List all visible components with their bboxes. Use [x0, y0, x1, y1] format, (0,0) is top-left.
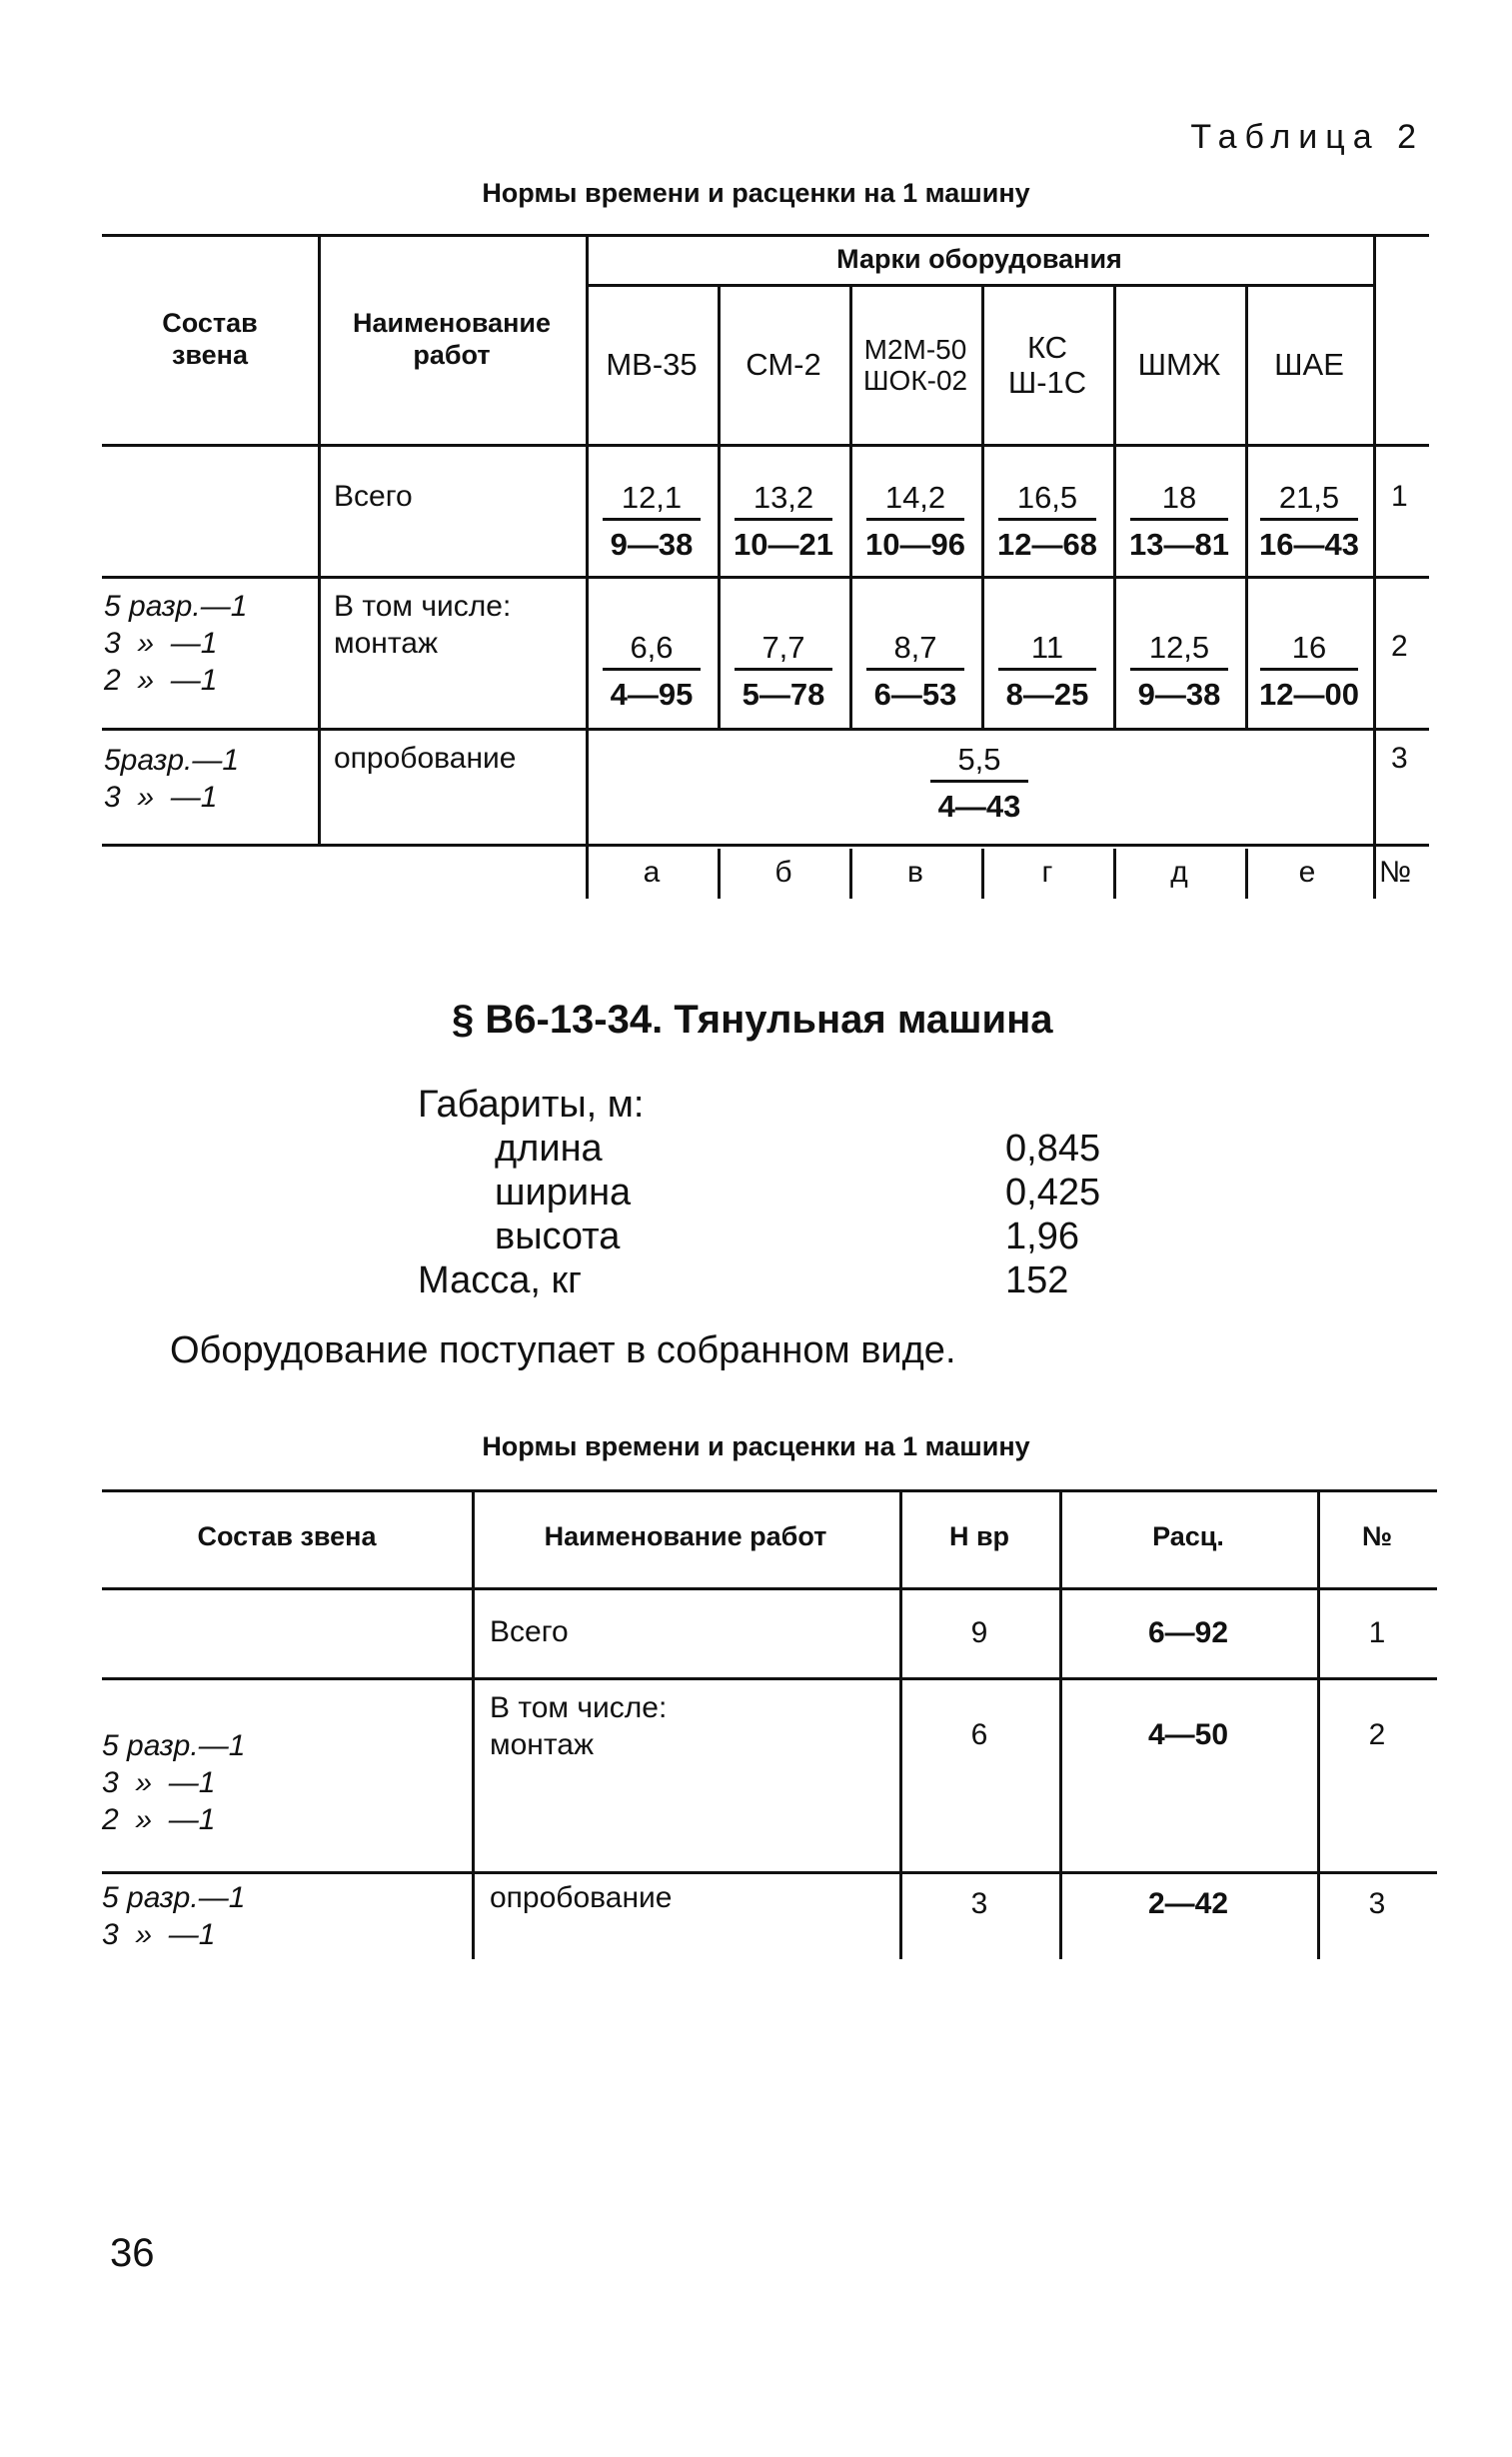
row3-num: 3 — [1391, 742, 1408, 775]
row2-num: 2 — [1391, 630, 1408, 663]
row2-work: В том числе: монтаж — [334, 590, 512, 660]
t2-row1-work: Всего — [490, 1615, 569, 1648]
mass-value: 152 — [1005, 1259, 1069, 1301]
t2-row2-work: В том числе: монтаж — [490, 1691, 668, 1761]
table2-caption: Нормы времени и расценки на 1 машину — [482, 1431, 1030, 1461]
t2-row3-norm: 3 — [970, 1887, 988, 1920]
row1-value-d: $\frac{18}{13—81}$ — [1129, 480, 1229, 562]
brand-shmzh: ШМЖ — [1137, 347, 1221, 383]
table1-caption: Нормы времени и расценки на 1 машину — [482, 178, 1030, 208]
delivery-note: Оборудование поступает в собранном виде. — [170, 1329, 956, 1371]
t2-work-header: Наименование работ — [544, 1520, 827, 1551]
spec-height-label: высота — [495, 1216, 621, 1257]
norms-table-2 — [102, 1489, 1437, 1959]
row1-num: 1 — [1391, 480, 1408, 513]
row3-value-merged: $\frac{5,5}{4—43}$ — [919, 742, 1039, 825]
page-number: 36 — [110, 2231, 155, 2275]
row2-crew: 5 разр.—1 3 » —1 2 » —1 — [104, 590, 248, 697]
brands-title: Марки оборудования — [836, 243, 1122, 274]
row3-work: опробование — [334, 742, 517, 775]
t2-row1-norm: 9 — [970, 1616, 988, 1649]
row2-value-e: $\frac{16}{12—00}$ — [1259, 630, 1359, 712]
t2-row2-norm: 6 — [970, 1718, 988, 1751]
dims-label: Габариты, м: — [418, 1084, 645, 1126]
brand-ks: КС Ш-1С — [1007, 330, 1087, 400]
t2-row1-rate: 6—92 — [1147, 1616, 1229, 1649]
col-letter-b: б — [774, 856, 792, 889]
row1-work: Всего — [334, 480, 413, 513]
row1-value-v: $\frac{14,2}{10—96}$ — [865, 480, 965, 562]
brand-sm2: СМ-2 — [746, 347, 821, 383]
t2-row3-work: опробование — [490, 1881, 673, 1914]
work-header: Наименование работ — [352, 307, 552, 370]
row3-crew: 5разр.—1 3 » —1 — [104, 744, 240, 814]
spec-length-value: 0,845 — [1005, 1128, 1101, 1170]
t2-rate-header: Расц. — [1152, 1520, 1224, 1551]
t2-row3-rate: 2—42 — [1147, 1887, 1229, 1920]
col-letter-e: е — [1298, 856, 1316, 889]
t2-row3-crew: 5 разр.—1 3 » —1 — [102, 1881, 246, 1951]
spec-width-label: ширина — [495, 1172, 632, 1214]
row1-value-a: $\frac{12,1}{9—38}$ — [592, 480, 712, 563]
row1-value-b: $\frac{13,2}{10—21}$ — [734, 480, 833, 562]
col-letter-d: д — [1170, 856, 1188, 889]
t2-row2-num: 2 — [1368, 1718, 1386, 1751]
brand-m2m50: М2М-50 ШОК-02 — [862, 333, 968, 396]
section-title: § В6-13-34. Тянульная машина — [452, 998, 1053, 1042]
row2-value-a: $\frac{6,6}{4—95}$ — [592, 630, 712, 713]
t2-row2-rate: 4—50 — [1147, 1718, 1229, 1751]
t2-norm-header: Н вр — [948, 1520, 1010, 1551]
brand-shae: ШАЕ — [1274, 347, 1344, 383]
norms-table-1 — [102, 234, 1429, 899]
t2-row2-crew: 5 разр.—1 3 » —1 2 » —1 — [102, 1729, 246, 1836]
t2-row1-num: 1 — [1368, 1616, 1386, 1649]
row2-value-v: $\frac{8,7}{6—53}$ — [855, 630, 975, 713]
row1-value-e: $\frac{21,5}{16—43}$ — [1259, 480, 1359, 562]
mass-label: Масса, кг — [418, 1259, 582, 1301]
crew-header: Состав звена — [162, 307, 258, 370]
row2-value-g: $\frac{11}{8—25}$ — [987, 630, 1107, 713]
spec-height-value: 1,96 — [1005, 1216, 1079, 1257]
t2-row3-num: 3 — [1368, 1887, 1386, 1920]
t2-num-header: № — [1361, 1520, 1393, 1551]
col-letter-a: а — [643, 856, 661, 889]
row2-value-d: $\frac{12,5}{9—38}$ — [1119, 630, 1239, 713]
row2-value-b: $\frac{7,7}{5—78}$ — [724, 630, 843, 713]
t2-crew-header: Состав звена — [197, 1520, 377, 1551]
spec-width-value: 0,425 — [1005, 1172, 1101, 1214]
row1-value-g: $\frac{16,5}{12—68}$ — [997, 480, 1097, 562]
col-num-label: № — [1379, 856, 1412, 889]
spec-length-label: длина — [495, 1128, 603, 1170]
table-label: Таблица 2 — [1190, 118, 1424, 156]
brand-mv35: МВ-35 — [606, 347, 698, 383]
col-letter-v: в — [907, 856, 923, 889]
col-letter-g: г — [1041, 856, 1053, 889]
